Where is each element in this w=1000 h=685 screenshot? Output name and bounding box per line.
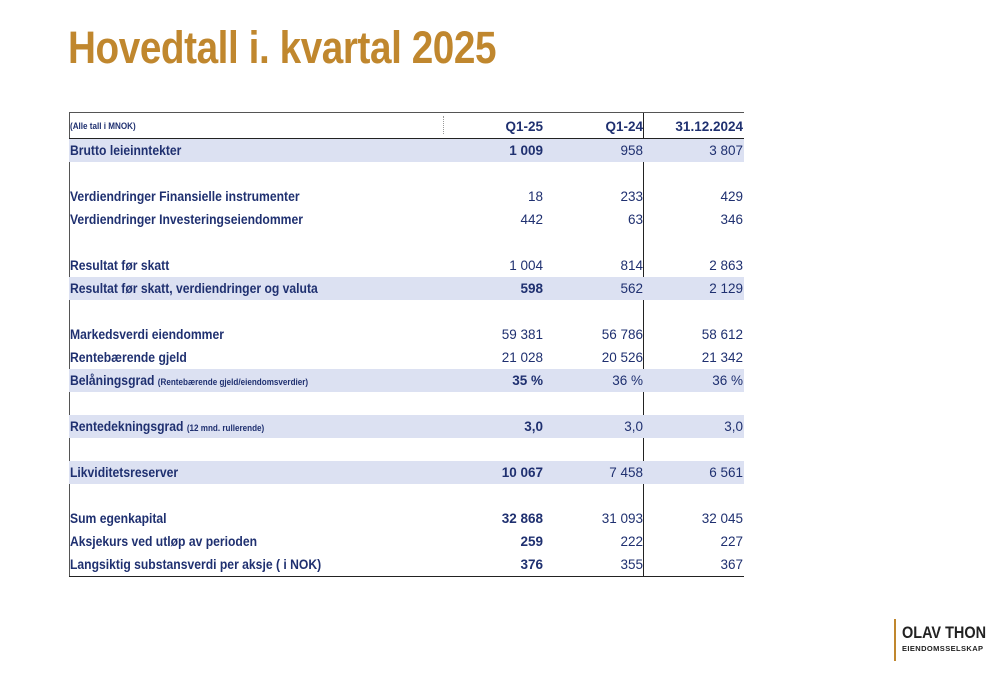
value-q1-25: 598 [520,281,543,296]
value-31-12-2024: 346 [720,212,743,227]
row-label: Brutto leieinntekter [70,143,182,158]
table-row-belaningsgrad [69,369,744,392]
value-q1-24: 814 [620,258,643,273]
value-31-12-2024: 3 807 [709,143,743,158]
olav-thon-logo [894,619,987,661]
value-q1-24: 3,0 [624,419,643,434]
row-label: Verdiendringer Finansielle instrumenter [70,189,300,204]
value-31-12-2024: 36 % [712,373,743,388]
column-header-q1-25: Q1-25 [505,119,543,134]
value-q1-25: 3,0 [524,419,543,434]
table-row-likviditetsreserver [69,461,744,484]
row-label: Sum egenkapital [70,511,167,526]
table-row-brutto-leieinntekter [69,139,744,162]
value-q1-24: 355 [620,557,643,572]
value-q1-24: 958 [620,143,643,158]
value-q1-24: 222 [620,534,643,549]
value-31-12-2024: 2 863 [709,258,743,273]
spacer-row [69,392,744,415]
row-label-group [70,415,264,440]
value-q1-25: 59 381 [501,327,543,342]
value-q1-24: 20 526 [601,350,643,365]
table-row-substansverdi [69,553,744,576]
logo-name: OLAV THON [902,623,987,642]
value-31-12-2024: 367 [720,557,743,572]
column-header-q1-24: Q1-24 [605,119,643,134]
table-row-sum-egenkapital [69,507,744,530]
table-row-resultat-for-skatt-verdiendringer [69,277,744,300]
value-q1-25: 442 [520,212,543,227]
spacer-row [69,231,744,254]
page-title: Hovedtall i. kvartal 2025 [68,22,497,73]
value-31-12-2024: 2 129 [709,281,743,296]
table-row-rentebaerende-gjeld [69,346,744,369]
value-q1-24: 562 [620,281,643,296]
dotted-divider [443,116,444,134]
row-label: Markedsverdi eiendommer [70,327,224,342]
key-figures-table [69,112,744,577]
value-q1-24: 56 786 [601,327,643,342]
row-label: Rentebærende gjeld [70,350,187,365]
row-label: Resultat før skatt, verdiendringer og valuta [70,281,318,296]
value-31-12-2024: 3,0 [724,419,743,434]
table-header-row [69,113,744,139]
row-note: (Rentebærende gjeld/eiendomsverdier) [157,377,309,387]
table-row-resultat-for-skatt [69,254,744,277]
spacer-row [69,162,744,185]
value-31-12-2024: 58 612 [701,327,743,342]
row-label: Langsiktig substansverdi per aksje ( i NOK) [70,557,322,572]
value-q1-25: 376 [520,557,543,572]
row-label: Verdiendringer Investeringseiendommer [70,212,303,227]
value-q1-24: 31 093 [601,511,643,526]
table-row-aksjekurs [69,530,744,553]
spacer-row [69,300,744,323]
table-row-markedsverdi [69,323,744,346]
value-31-12-2024: 227 [720,534,743,549]
value-q1-24: 36 % [612,373,643,388]
row-label: Aksjekurs ved utløp av perioden [70,534,258,549]
row-note: (12 mnd. rullerende) [186,423,265,433]
value-q1-25: 1 009 [509,143,543,158]
row-label: Likviditetsreserver [70,465,179,480]
value-q1-25: 35 % [512,373,543,388]
value-q1-25: 1 004 [509,258,543,273]
value-31-12-2024: 32 045 [701,511,743,526]
value-q1-25: 259 [520,534,543,549]
row-label: Belåningsgrad [70,373,155,388]
table-row-rentedekningsgrad [69,415,744,438]
value-31-12-2024: 6 561 [709,465,743,480]
value-q1-25: 21 028 [501,350,543,365]
table-row-verdiendringer-finansielle [69,185,744,208]
spacer-row [69,438,744,461]
value-q1-25: 18 [527,189,543,204]
value-q1-25: 32 868 [501,511,543,526]
spacer-row [69,484,744,507]
value-q1-24: 7 458 [609,465,643,480]
row-label: Rentedekningsgrad [70,419,184,434]
unit-note: (Alle tall i MNOK) [70,121,136,131]
logo-subtitle: EIENDOMSSELSKAP [902,644,984,653]
value-q1-24: 63 [627,212,643,227]
value-31-12-2024: 429 [720,189,743,204]
column-header-31-12-2024: 31.12.2024 [675,119,743,134]
value-31-12-2024: 21 342 [701,350,743,365]
value-q1-25: 10 067 [501,465,543,480]
value-q1-24: 233 [620,189,643,204]
row-label: Resultat før skatt [70,258,170,273]
table-row-verdiendringer-investering [69,208,744,231]
row-label-group [70,369,308,394]
